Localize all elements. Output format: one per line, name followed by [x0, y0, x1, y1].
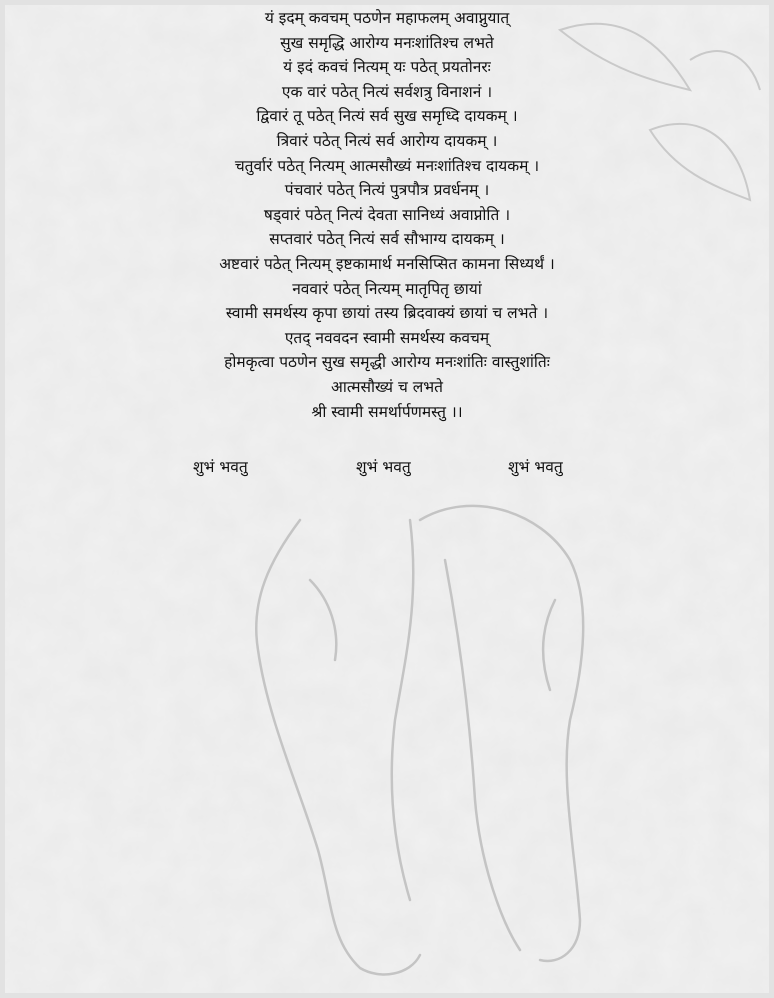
blessing-text: शुभं भवतु [356, 458, 411, 476]
verse-line: सुख समृद्धि आरोग्य मनःशांतिश्च लभते [280, 33, 494, 52]
verse-line: द्विवारं तू पठेत् नित्यं सर्व सुख समृध्दि दायकम् । [256, 107, 518, 126]
blessings-row [0, 455, 774, 479]
verse-line: सप्तवारं पठेत् नित्यं सर्व सौभाग्य दायकम् । [269, 230, 505, 249]
verse-line: चतुर्वारं पठेत् नित्यम् आत्मसौख्यं मनःशांतिश्च दायकम् । [234, 156, 540, 175]
verse-line: श्री स्वामी समर्थार्पणमस्तु ।। [311, 402, 463, 421]
verse-line: अष्टवारं पठेत् नित्यम् इष्टकामार्थ मनसिप्सित कामना सिध्यर्थं । [219, 254, 555, 273]
verse-line: षड्वारं पठेत् नित्यं देवता सानिध्यं अवाप्नोति । [263, 205, 511, 224]
blessing-text: शुभं भवतु [508, 458, 563, 476]
kavach-verses [0, 6, 774, 424]
verse-line: स्वामी समर्थस्य कृपा छायां तस्य ब्रिदवाक्यं छायां च लभते । [225, 304, 549, 323]
verse-line: यं इदम् कवचम् पठणेन महाफलम् अवाप्नुयात् [264, 9, 510, 27]
verse-line: एतद् नववदन स्वामी समर्थस्य कवचम् [284, 328, 490, 347]
verse-line: आत्मसौख्यं च लभते [331, 377, 443, 396]
verse-line: होमकृत्वा पठणेन सुख समृद्धी आरोग्य मनःशांतिः वास्तुशांतिः [224, 353, 550, 372]
verse-line: नववारं पठेत् नित्यम् मातृपितृ छायां [292, 279, 482, 298]
verse-line: यं इदं कवचं नित्यम् यः पठेत् प्रयतोनरः [283, 58, 491, 77]
verse-line: पंचवारं पठेत् नित्यं पुत्रपौत्र प्रवर्धनम् । [284, 181, 490, 200]
blessing-text: शुभं भवतु [193, 458, 248, 476]
verse-line: त्रिवारं पठेत् नित्यं सर्व आरोग्य दायकम् । [276, 131, 498, 150]
verse-line: एक वारं पठेत् नित्यं सर्वशत्रु विनाशनं । [281, 82, 493, 101]
